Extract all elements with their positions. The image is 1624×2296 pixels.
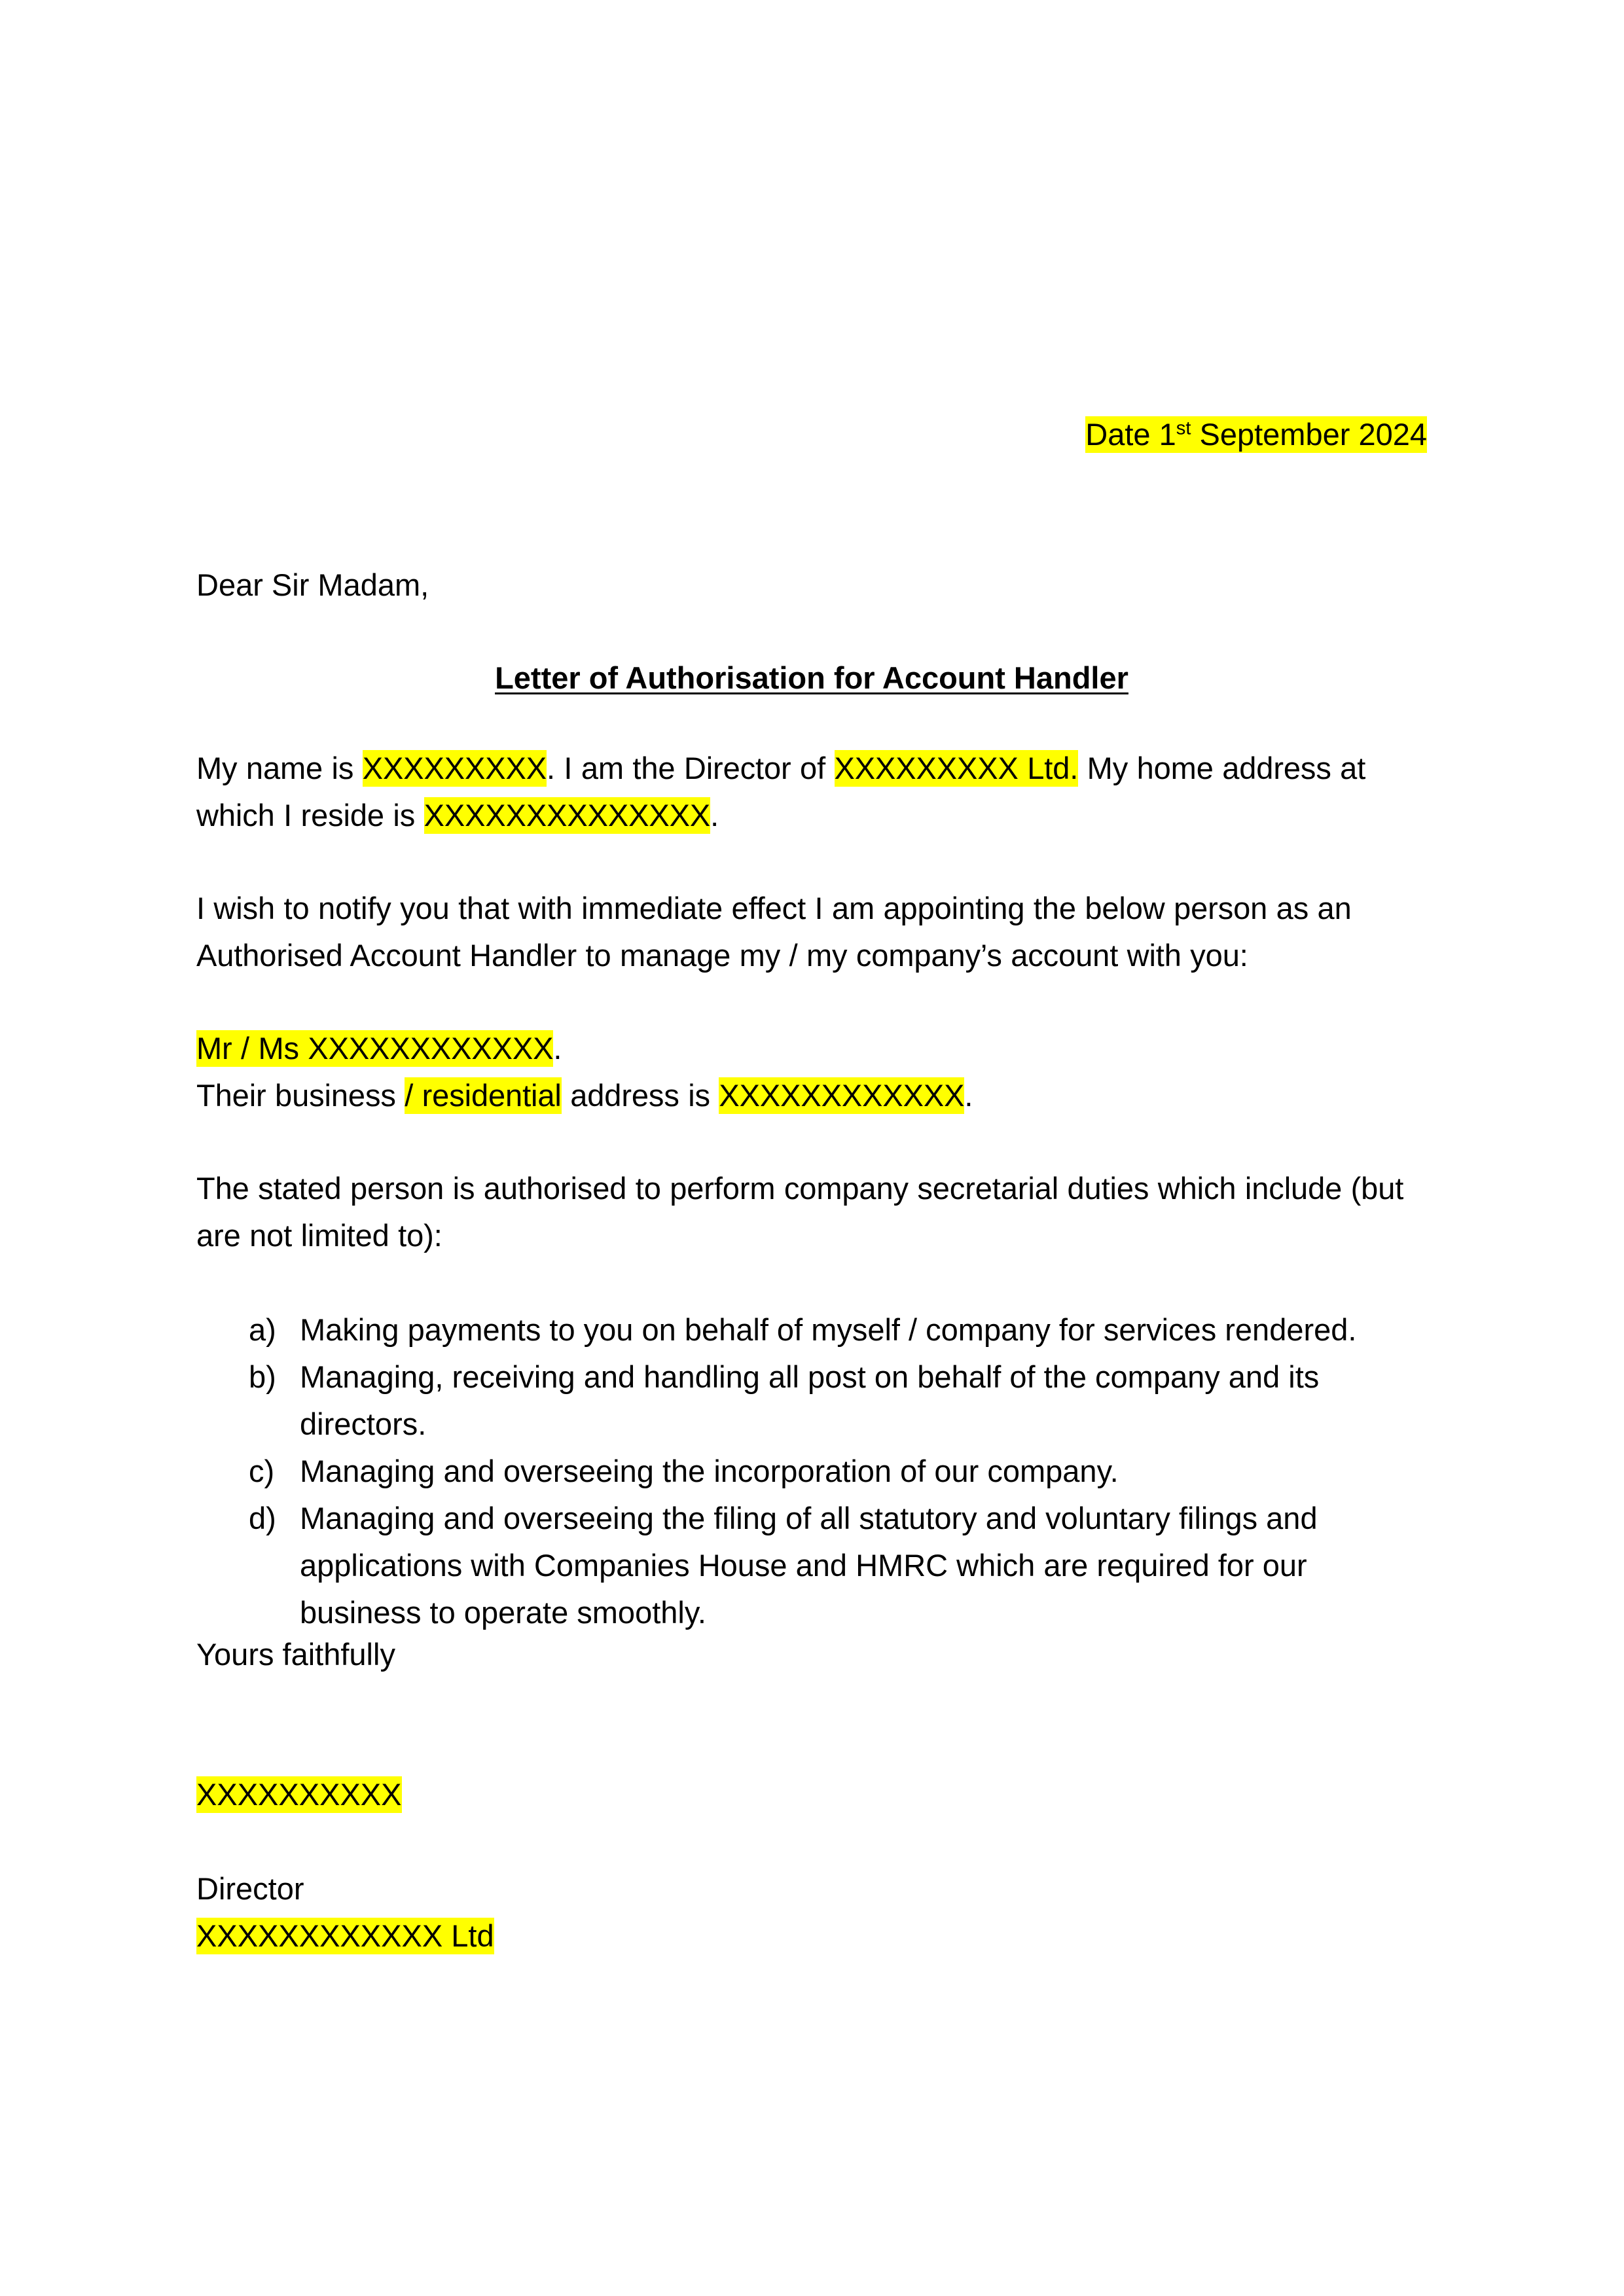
salutation: Dear Sir Madam, xyxy=(196,567,429,602)
handler-address-placeholder: XXXXXXXXXXXX xyxy=(719,1078,965,1113)
handler-address-segment-1: Their business xyxy=(196,1078,405,1113)
paragraph-duties-intro: The stated person is authorised to perform company secretarial duties which include (but are not limited to): xyxy=(196,1171,1404,1253)
handler-address-segment-2: address is xyxy=(561,1078,719,1113)
list-item-text: Managing and overseeing the filing of all statutory and voluntary filings and applications with Companies House and HMRC which are required for our business to operate smoothly. xyxy=(300,1501,1318,1630)
paragraph-introduction xyxy=(196,745,1434,839)
company-placeholder-inline: XXXXXXXXX Ltd. xyxy=(834,751,1079,785)
signature-line xyxy=(196,1771,402,1818)
page-title xyxy=(196,655,1427,702)
date-line xyxy=(196,411,1427,458)
page-title-text: Letter of Authorisation for Account Handler xyxy=(495,660,1128,695)
paragraph-notification: I wish to notify you that with immediate effect I am appointing the below person as an Authorised Account Handler to manage my / my company’s account with you: xyxy=(196,891,1352,973)
date-ordinal-suffix: st xyxy=(1176,418,1191,439)
date-prefix: Date 1 xyxy=(1085,417,1176,452)
list-item xyxy=(196,1306,1434,1354)
date-suffix: September 2024 xyxy=(1191,417,1427,452)
home-address-placeholder: XXXXXXXXXXXXXX xyxy=(424,798,711,833)
list-marker: c) xyxy=(249,1454,275,1488)
intro-segment-3: My home address at which I reside is xyxy=(196,751,1366,833)
intro-segment-1: My name is xyxy=(196,751,363,785)
signature-placeholder: XXXXXXXXXX xyxy=(196,1777,402,1812)
list-item-text: Making payments to you on behalf of myself / company for services rendered. xyxy=(300,1312,1357,1347)
handler-address-line xyxy=(196,1072,1434,1119)
intro-segment-2: . I am the Director of xyxy=(547,751,835,785)
residential-option-highlight: / residential xyxy=(405,1078,562,1113)
closing-salutation: Yours faithfully xyxy=(196,1637,395,1672)
list-item xyxy=(196,1448,1434,1495)
name-placeholder: XXXXXXXXX xyxy=(362,751,547,785)
signatory-role: Director xyxy=(196,1871,304,1906)
list-item xyxy=(196,1354,1434,1448)
handler-name-line xyxy=(196,1025,1434,1072)
list-marker: b) xyxy=(249,1359,276,1394)
list-marker: d) xyxy=(249,1501,276,1535)
handler-name-placeholder: Mr / Ms XXXXXXXXXXXX xyxy=(196,1031,554,1066)
signatory-company-line xyxy=(196,1912,494,1960)
list-item-text: Managing and overseeing the incorporation of our company. xyxy=(300,1454,1119,1488)
date-highlight xyxy=(1085,416,1427,453)
list-marker: a) xyxy=(249,1312,276,1347)
list-item xyxy=(196,1495,1434,1636)
handler-name-period: . xyxy=(553,1031,562,1066)
intro-segment-4: . xyxy=(710,798,719,833)
handler-address-period: . xyxy=(964,1078,973,1113)
duties-list xyxy=(196,1306,1434,1636)
signatory-company-placeholder: XXXXXXXXXXXX Ltd xyxy=(196,1918,494,1953)
list-item-text: Managing, receiving and handling all post on behalf of the company and its directors. xyxy=(300,1359,1320,1441)
